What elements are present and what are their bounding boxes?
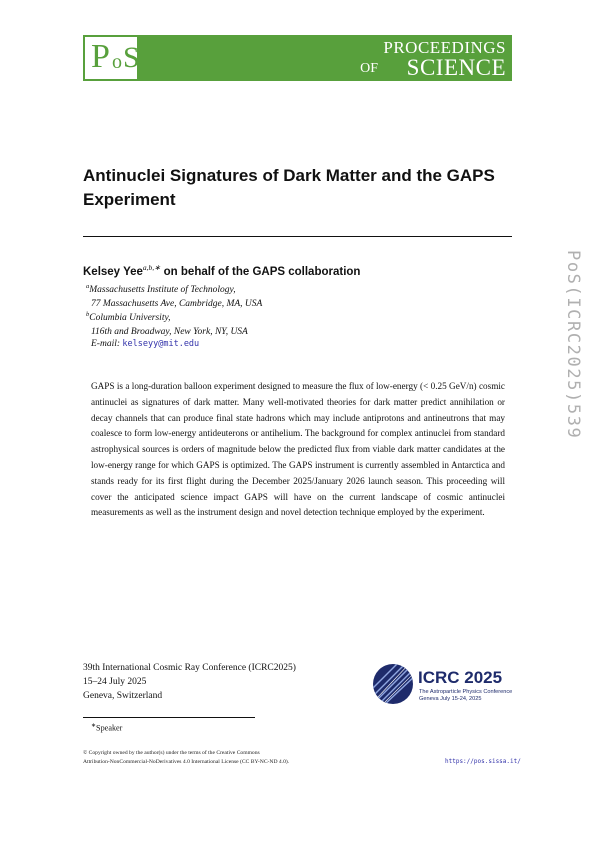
email-link[interactable]: kelseyy@mit.edu <box>122 339 200 349</box>
proceedings-of-label: OF <box>360 61 378 76</box>
icrc-logo-name: ICRC 2025 <box>418 668 503 687</box>
affiliation-a: $^a$Massachusetts Institute of Technology, 77 Massachusetts Ave, Cambridge, MA, USA <box>86 283 263 310</box>
icrc-logo-dates: Geneva July 15-24, 2025 <box>419 696 482 702</box>
footnote-rule <box>83 717 255 718</box>
author-collaboration: on behalf of the GAPS collaboration <box>160 265 361 278</box>
author-name: Kelsey Yee <box>83 265 143 278</box>
pos-side-watermark: PoS(ICRC2025)539 <box>563 250 583 440</box>
email-label: E-mail: <box>91 339 121 349</box>
title-divider <box>83 236 512 237</box>
author-line <box>83 263 360 278</box>
conference-name: 39th International Cosmic Ray Conference (ICRC2025) <box>83 663 296 673</box>
science-label: SCIENCE <box>406 55 506 80</box>
copyright-notice: © Copyright owned by the author(s) under the terms of the Creative Commons Attribution-NonCommercial-NoDerivatives 4.0 International License (CC BY-NC-ND 4.0). <box>83 750 290 765</box>
pos-url-link[interactable]: https://pos.sissa.it/ <box>445 758 521 765</box>
icrc-logo-subtitle: The Astroparticle Physics Conference <box>419 689 513 695</box>
footnote-speaker: ∗Speaker <box>91 723 123 733</box>
proceedings-label: PROCEEDINGS <box>383 38 506 57</box>
pos-header-banner <box>83 35 512 81</box>
paper-title: Antinuclei Signatures of Dark Matter and the GAPS Experiment <box>83 166 495 209</box>
icrc-2025-logo <box>373 656 515 712</box>
author-superscript: a,b,∗ <box>142 263 161 272</box>
abstract: GAPS is a long-duration balloon experiment designed to measure the flux of low-energy (< 0.25 GeV/n) cosmic antinuclei as signatures of dark matter. Many well-motivated theories for dark matter predict annihilation or decay channels that can produce final state hadrons which may include antiprotons and antineutrons that may coalesce to form low-energy antideuterons or antihelium. The background for complex antinuclei from standard astrophysical sources is orders of magnitude below the predicted flux from viable dark matter candidates at the low-energy range for which GAPS is optimized. The GAPS instrument is currently assembled in Antarctica and stands ready for its first flight during the December 2025/January 2026 launch season. This proceeding will cover the anticipated science impact GAPS will have on the current landscape of cosmic antinuclei measurements as well as the instrument design and novel detection technique employed by the experiment. <box>91 381 505 518</box>
pos-logo: P o S <box>85 37 137 79</box>
conference-location: Geneva, Switzerland <box>83 691 163 701</box>
email-line <box>91 339 199 349</box>
conference-dates: 15–24 July 2025 <box>83 677 147 687</box>
affiliation-b: $^b$Columbia University, 116th and Broadway, New York, NY, USA <box>86 311 248 338</box>
